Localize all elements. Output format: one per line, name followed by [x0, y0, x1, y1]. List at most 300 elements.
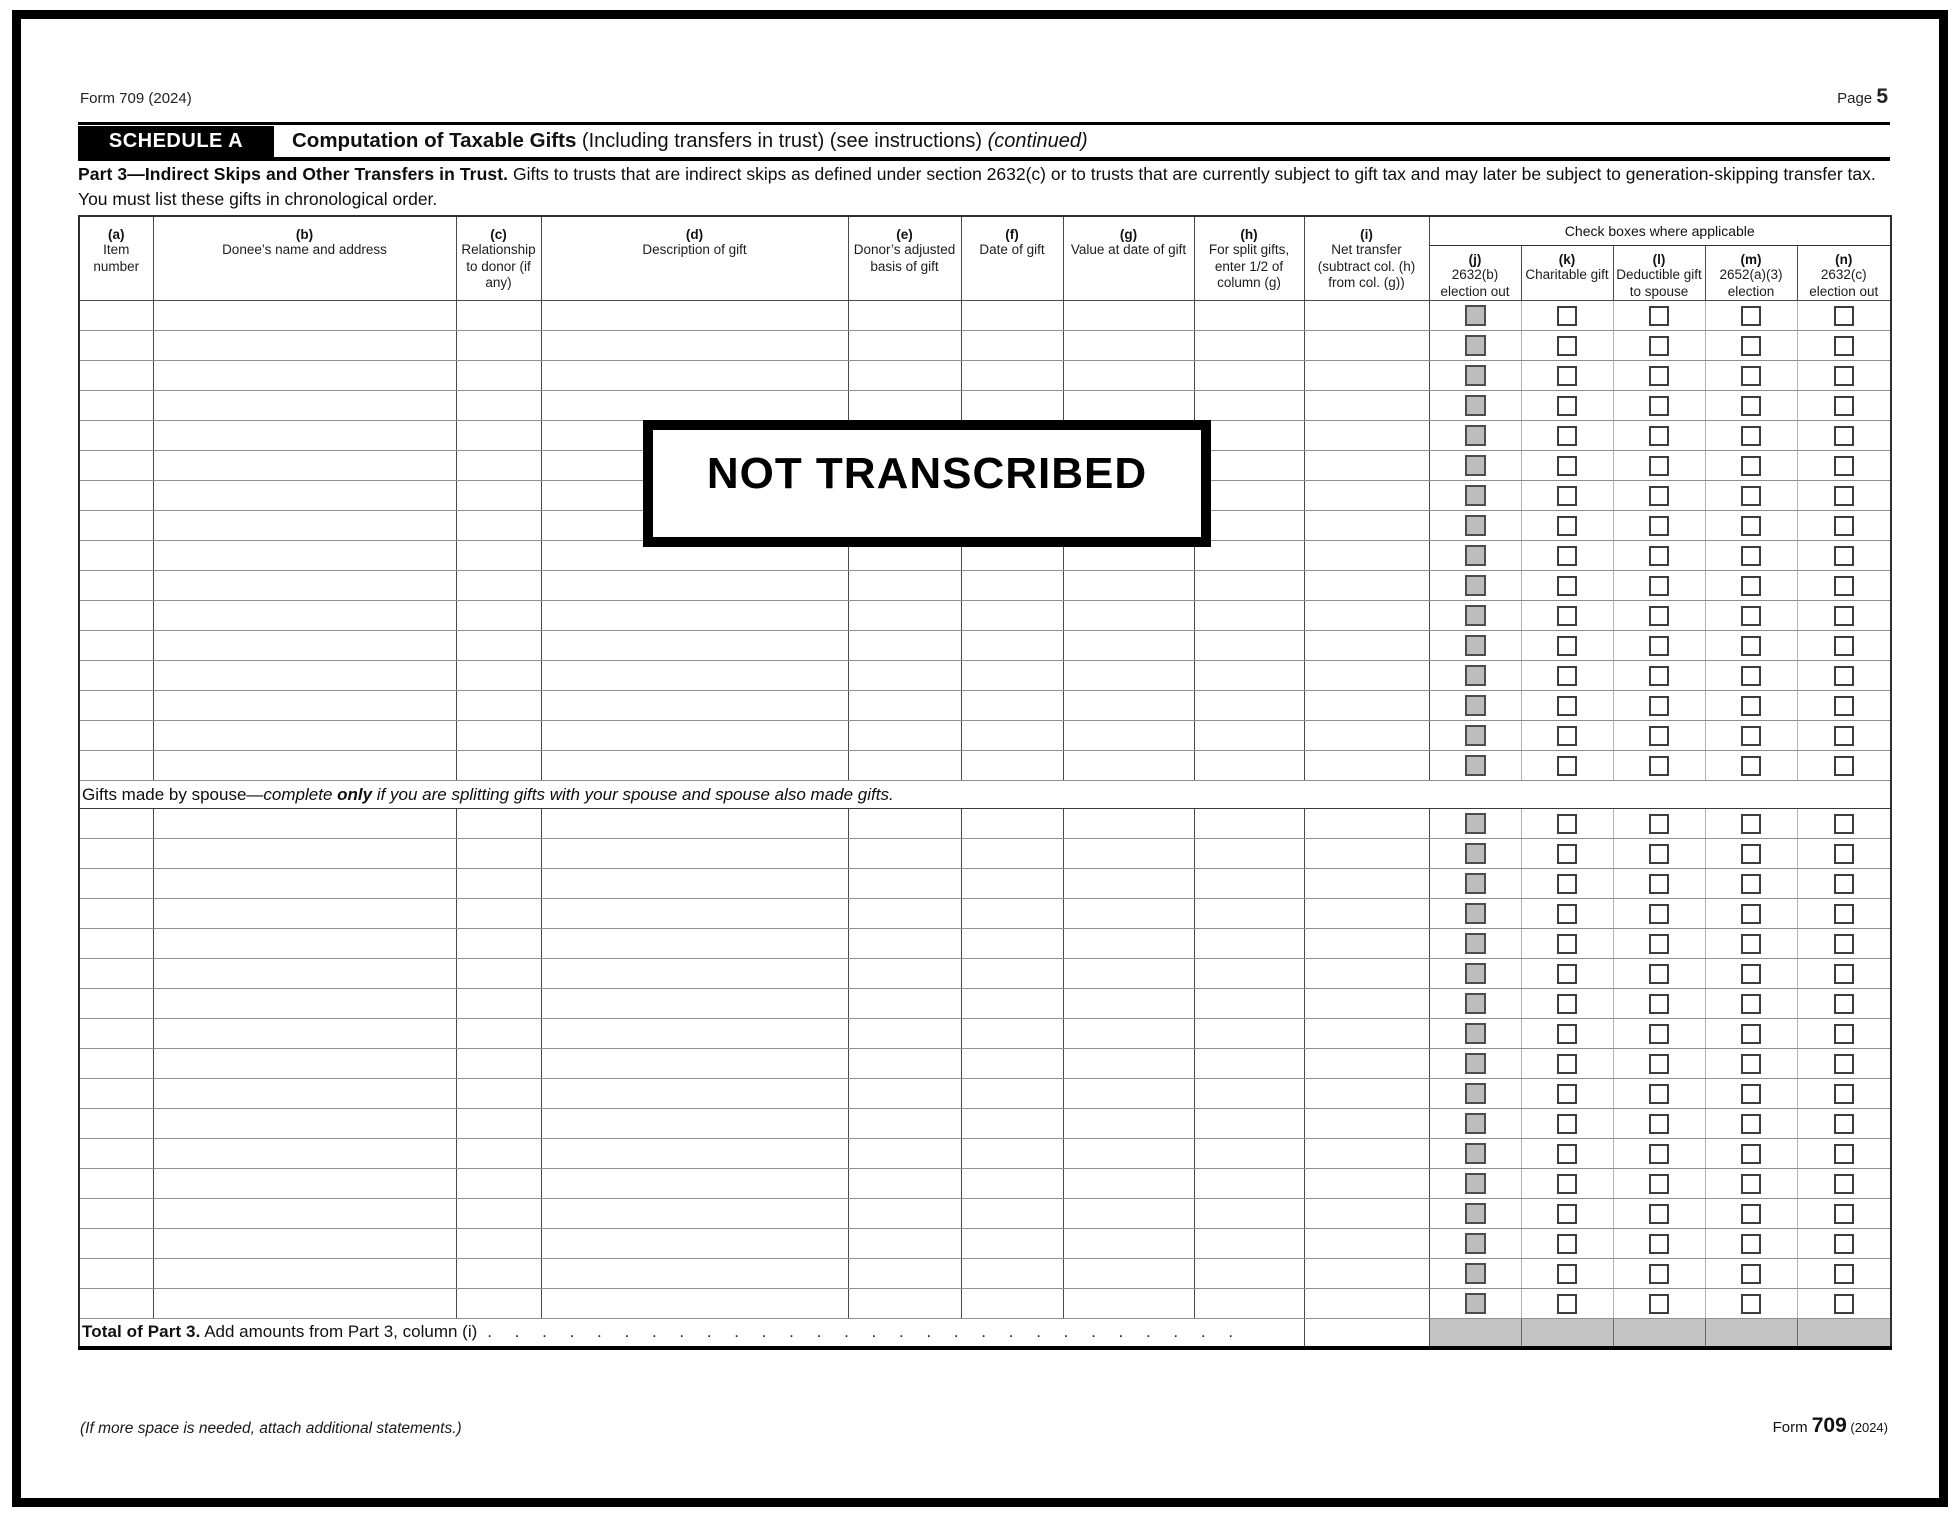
cell-value-at-date-of-gift[interactable] [1063, 751, 1194, 781]
checkbox-2632c-election-out[interactable] [1834, 516, 1854, 536]
cell-item-number[interactable] [79, 481, 153, 511]
checkbox-2652a3-election[interactable] [1741, 844, 1761, 864]
cell-relationship-to-donor[interactable] [456, 809, 541, 839]
checkbox-deductible-gift-to-spouse[interactable] [1649, 1264, 1669, 1284]
checkbox-charitable-gift[interactable] [1557, 904, 1577, 924]
checkbox-deductible-gift-to-spouse[interactable] [1649, 964, 1669, 984]
cell-relationship-to-donor[interactable] [456, 959, 541, 989]
checkbox-2632c-election-out[interactable] [1834, 964, 1854, 984]
total-net-transfer-amount-cell[interactable] [1304, 1319, 1429, 1348]
cell-relationship-to-donor[interactable] [456, 1019, 541, 1049]
cell-value-at-date-of-gift[interactable] [1063, 1079, 1194, 1109]
checkbox-2632b-election-out[interactable] [1465, 575, 1486, 596]
checkbox-2632c-election-out[interactable] [1834, 576, 1854, 596]
checkbox-2632b-election-out[interactable] [1465, 395, 1486, 416]
cell-description-of-gift[interactable] [541, 571, 848, 601]
cell-net-transfer[interactable] [1304, 1049, 1429, 1079]
checkbox-2632c-election-out[interactable] [1834, 456, 1854, 476]
checkbox-2632c-election-out[interactable] [1834, 726, 1854, 746]
checkbox-2632c-election-out[interactable] [1834, 844, 1854, 864]
checkbox-2632b-election-out[interactable] [1465, 963, 1486, 984]
cell-relationship-to-donor[interactable] [456, 421, 541, 451]
checkbox-2652a3-election[interactable] [1741, 1204, 1761, 1224]
cell-value-at-date-of-gift[interactable] [1063, 1049, 1194, 1079]
cell-description-of-gift[interactable] [541, 1079, 848, 1109]
cell-donors-adjusted-basis[interactable] [848, 899, 961, 929]
cell-value-at-date-of-gift[interactable] [1063, 571, 1194, 601]
cell-net-transfer[interactable] [1304, 451, 1429, 481]
checkbox-2632b-election-out[interactable] [1465, 425, 1486, 446]
cell-donee-name-and-address[interactable] [153, 721, 456, 751]
checkbox-charitable-gift[interactable] [1557, 1114, 1577, 1134]
cell-donors-adjusted-basis[interactable] [848, 331, 961, 361]
checkbox-2632c-election-out[interactable] [1834, 486, 1854, 506]
cell-relationship-to-donor[interactable] [456, 1169, 541, 1199]
checkbox-deductible-gift-to-spouse[interactable] [1649, 456, 1669, 476]
checkbox-2652a3-election[interactable] [1741, 1054, 1761, 1074]
checkbox-charitable-gift[interactable] [1557, 1024, 1577, 1044]
cell-relationship-to-donor[interactable] [456, 361, 541, 391]
cell-value-at-date-of-gift[interactable] [1063, 869, 1194, 899]
checkbox-charitable-gift[interactable] [1557, 606, 1577, 626]
cell-donors-adjusted-basis[interactable] [848, 601, 961, 631]
cell-item-number[interactable] [79, 1019, 153, 1049]
checkbox-2632b-election-out[interactable] [1465, 695, 1486, 716]
checkbox-2632b-election-out[interactable] [1465, 1203, 1486, 1224]
cell-value-at-date-of-gift[interactable] [1063, 721, 1194, 751]
cell-description-of-gift[interactable] [541, 691, 848, 721]
checkbox-2632b-election-out[interactable] [1465, 605, 1486, 626]
checkbox-2632b-election-out[interactable] [1465, 365, 1486, 386]
cell-relationship-to-donor[interactable] [456, 301, 541, 331]
cell-relationship-to-donor[interactable] [456, 1139, 541, 1169]
cell-split-gifts-half-col-g[interactable] [1194, 601, 1304, 631]
cell-date-of-gift[interactable] [961, 899, 1063, 929]
cell-donee-name-and-address[interactable] [153, 541, 456, 571]
cell-item-number[interactable] [79, 1259, 153, 1289]
checkbox-2632b-election-out[interactable] [1465, 873, 1486, 894]
cell-donors-adjusted-basis[interactable] [848, 1289, 961, 1319]
checkbox-2652a3-election[interactable] [1741, 426, 1761, 446]
cell-relationship-to-donor[interactable] [456, 1289, 541, 1319]
cell-net-transfer[interactable] [1304, 571, 1429, 601]
cell-net-transfer[interactable] [1304, 959, 1429, 989]
checkbox-2632b-election-out[interactable] [1465, 725, 1486, 746]
checkbox-charitable-gift[interactable] [1557, 1204, 1577, 1224]
checkbox-2652a3-election[interactable] [1741, 696, 1761, 716]
cell-donee-name-and-address[interactable] [153, 1229, 456, 1259]
checkbox-2632b-election-out[interactable] [1465, 545, 1486, 566]
cell-value-at-date-of-gift[interactable] [1063, 301, 1194, 331]
checkbox-deductible-gift-to-spouse[interactable] [1649, 1174, 1669, 1194]
cell-donors-adjusted-basis[interactable] [848, 391, 961, 421]
cell-net-transfer[interactable] [1304, 1139, 1429, 1169]
checkbox-2652a3-election[interactable] [1741, 756, 1761, 776]
cell-description-of-gift[interactable] [541, 899, 848, 929]
checkbox-2632b-election-out[interactable] [1465, 1233, 1486, 1254]
cell-date-of-gift[interactable] [961, 571, 1063, 601]
cell-donee-name-and-address[interactable] [153, 1079, 456, 1109]
cell-donee-name-and-address[interactable] [153, 899, 456, 929]
cell-donors-adjusted-basis[interactable] [848, 721, 961, 751]
checkbox-charitable-gift[interactable] [1557, 1234, 1577, 1254]
cell-donors-adjusted-basis[interactable] [848, 1109, 961, 1139]
cell-net-transfer[interactable] [1304, 751, 1429, 781]
checkbox-charitable-gift[interactable] [1557, 486, 1577, 506]
checkbox-2632b-election-out[interactable] [1465, 903, 1486, 924]
checkbox-deductible-gift-to-spouse[interactable] [1649, 1204, 1669, 1224]
checkbox-2652a3-election[interactable] [1741, 576, 1761, 596]
checkbox-2652a3-election[interactable] [1741, 1234, 1761, 1254]
checkbox-deductible-gift-to-spouse[interactable] [1649, 636, 1669, 656]
cell-net-transfer[interactable] [1304, 721, 1429, 751]
checkbox-charitable-gift[interactable] [1557, 456, 1577, 476]
checkbox-deductible-gift-to-spouse[interactable] [1649, 934, 1669, 954]
checkbox-charitable-gift[interactable] [1557, 366, 1577, 386]
cell-donee-name-and-address[interactable] [153, 929, 456, 959]
cell-description-of-gift[interactable] [541, 391, 848, 421]
cell-donee-name-and-address[interactable] [153, 1199, 456, 1229]
cell-net-transfer[interactable] [1304, 541, 1429, 571]
checkbox-charitable-gift[interactable] [1557, 1084, 1577, 1104]
cell-split-gifts-half-col-g[interactable] [1194, 989, 1304, 1019]
cell-value-at-date-of-gift[interactable] [1063, 361, 1194, 391]
cell-net-transfer[interactable] [1304, 691, 1429, 721]
cell-relationship-to-donor[interactable] [456, 691, 541, 721]
cell-item-number[interactable] [79, 541, 153, 571]
cell-relationship-to-donor[interactable] [456, 451, 541, 481]
checkbox-charitable-gift[interactable] [1557, 726, 1577, 746]
cell-relationship-to-donor[interactable] [456, 1079, 541, 1109]
cell-item-number[interactable] [79, 899, 153, 929]
cell-date-of-gift[interactable] [961, 1169, 1063, 1199]
checkbox-2632c-election-out[interactable] [1834, 1174, 1854, 1194]
checkbox-2632b-election-out[interactable] [1465, 305, 1486, 326]
cell-donors-adjusted-basis[interactable] [848, 1199, 961, 1229]
cell-donee-name-and-address[interactable] [153, 1049, 456, 1079]
checkbox-deductible-gift-to-spouse[interactable] [1649, 396, 1669, 416]
checkbox-charitable-gift[interactable] [1557, 426, 1577, 446]
cell-donee-name-and-address[interactable] [153, 1139, 456, 1169]
cell-relationship-to-donor[interactable] [456, 1109, 541, 1139]
cell-value-at-date-of-gift[interactable] [1063, 1229, 1194, 1259]
cell-date-of-gift[interactable] [961, 869, 1063, 899]
checkbox-2652a3-election[interactable] [1741, 546, 1761, 566]
cell-donors-adjusted-basis[interactable] [848, 959, 961, 989]
cell-item-number[interactable] [79, 301, 153, 331]
cell-relationship-to-donor[interactable] [456, 869, 541, 899]
cell-donee-name-and-address[interactable] [153, 571, 456, 601]
checkbox-deductible-gift-to-spouse[interactable] [1649, 1294, 1669, 1314]
cell-item-number[interactable] [79, 1109, 153, 1139]
cell-donee-name-and-address[interactable] [153, 959, 456, 989]
checkbox-2632b-election-out[interactable] [1465, 1263, 1486, 1284]
checkbox-2632c-election-out[interactable] [1834, 396, 1854, 416]
checkbox-2632c-election-out[interactable] [1834, 994, 1854, 1014]
checkbox-2632c-election-out[interactable] [1834, 904, 1854, 924]
cell-relationship-to-donor[interactable] [456, 839, 541, 869]
checkbox-deductible-gift-to-spouse[interactable] [1649, 726, 1669, 746]
cell-split-gifts-half-col-g[interactable] [1194, 929, 1304, 959]
cell-donee-name-and-address[interactable] [153, 451, 456, 481]
cell-net-transfer[interactable] [1304, 1289, 1429, 1319]
cell-date-of-gift[interactable] [961, 1289, 1063, 1319]
cell-item-number[interactable] [79, 721, 153, 751]
checkbox-charitable-gift[interactable] [1557, 1294, 1577, 1314]
cell-date-of-gift[interactable] [961, 959, 1063, 989]
cell-net-transfer[interactable] [1304, 361, 1429, 391]
cell-date-of-gift[interactable] [961, 661, 1063, 691]
cell-date-of-gift[interactable] [961, 989, 1063, 1019]
cell-split-gifts-half-col-g[interactable] [1194, 809, 1304, 839]
cell-split-gifts-half-col-g[interactable] [1194, 959, 1304, 989]
checkbox-2632b-election-out[interactable] [1465, 665, 1486, 686]
checkbox-2632b-election-out[interactable] [1465, 1143, 1486, 1164]
cell-date-of-gift[interactable] [961, 691, 1063, 721]
checkbox-2632c-election-out[interactable] [1834, 756, 1854, 776]
cell-split-gifts-half-col-g[interactable] [1194, 721, 1304, 751]
checkbox-2652a3-election[interactable] [1741, 964, 1761, 984]
cell-donors-adjusted-basis[interactable] [848, 301, 961, 331]
checkbox-2652a3-election[interactable] [1741, 456, 1761, 476]
cell-donee-name-and-address[interactable] [153, 481, 456, 511]
cell-donee-name-and-address[interactable] [153, 331, 456, 361]
checkbox-2632c-election-out[interactable] [1834, 426, 1854, 446]
cell-value-at-date-of-gift[interactable] [1063, 1019, 1194, 1049]
checkbox-deductible-gift-to-spouse[interactable] [1649, 666, 1669, 686]
cell-value-at-date-of-gift[interactable] [1063, 1259, 1194, 1289]
cell-item-number[interactable] [79, 1199, 153, 1229]
cell-split-gifts-half-col-g[interactable] [1194, 391, 1304, 421]
cell-description-of-gift[interactable] [541, 929, 848, 959]
cell-description-of-gift[interactable] [541, 661, 848, 691]
cell-value-at-date-of-gift[interactable] [1063, 839, 1194, 869]
cell-description-of-gift[interactable] [541, 809, 848, 839]
cell-donors-adjusted-basis[interactable] [848, 1079, 961, 1109]
checkbox-2632b-election-out[interactable] [1465, 993, 1486, 1014]
cell-value-at-date-of-gift[interactable] [1063, 331, 1194, 361]
checkbox-2632b-election-out[interactable] [1465, 1023, 1486, 1044]
cell-date-of-gift[interactable] [961, 1109, 1063, 1139]
cell-net-transfer[interactable] [1304, 989, 1429, 1019]
checkbox-2632b-election-out[interactable] [1465, 1053, 1486, 1074]
cell-item-number[interactable] [79, 331, 153, 361]
checkbox-charitable-gift[interactable] [1557, 306, 1577, 326]
cell-split-gifts-half-col-g[interactable] [1194, 661, 1304, 691]
cell-date-of-gift[interactable] [961, 361, 1063, 391]
cell-relationship-to-donor[interactable] [456, 929, 541, 959]
cell-donors-adjusted-basis[interactable] [848, 809, 961, 839]
cell-split-gifts-half-col-g[interactable] [1194, 1259, 1304, 1289]
cell-date-of-gift[interactable] [961, 1229, 1063, 1259]
cell-donors-adjusted-basis[interactable] [848, 1169, 961, 1199]
checkbox-deductible-gift-to-spouse[interactable] [1649, 546, 1669, 566]
cell-net-transfer[interactable] [1304, 421, 1429, 451]
cell-value-at-date-of-gift[interactable] [1063, 1169, 1194, 1199]
checkbox-charitable-gift[interactable] [1557, 844, 1577, 864]
checkbox-2632c-election-out[interactable] [1834, 934, 1854, 954]
checkbox-2652a3-election[interactable] [1741, 1024, 1761, 1044]
cell-date-of-gift[interactable] [961, 809, 1063, 839]
cell-value-at-date-of-gift[interactable] [1063, 691, 1194, 721]
checkbox-2652a3-election[interactable] [1741, 1114, 1761, 1134]
cell-net-transfer[interactable] [1304, 809, 1429, 839]
checkbox-deductible-gift-to-spouse[interactable] [1649, 426, 1669, 446]
checkbox-2652a3-election[interactable] [1741, 1174, 1761, 1194]
cell-relationship-to-donor[interactable] [456, 601, 541, 631]
cell-date-of-gift[interactable] [961, 601, 1063, 631]
cell-donee-name-and-address[interactable] [153, 391, 456, 421]
checkbox-deductible-gift-to-spouse[interactable] [1649, 1114, 1669, 1134]
checkbox-charitable-gift[interactable] [1557, 1144, 1577, 1164]
checkbox-2632c-election-out[interactable] [1834, 606, 1854, 626]
cell-description-of-gift[interactable] [541, 301, 848, 331]
checkbox-2652a3-election[interactable] [1741, 636, 1761, 656]
checkbox-2632c-election-out[interactable] [1834, 1144, 1854, 1164]
checkbox-deductible-gift-to-spouse[interactable] [1649, 814, 1669, 834]
cell-value-at-date-of-gift[interactable] [1063, 1139, 1194, 1169]
cell-split-gifts-half-col-g[interactable] [1194, 1139, 1304, 1169]
cell-donee-name-and-address[interactable] [153, 1169, 456, 1199]
checkbox-charitable-gift[interactable] [1557, 336, 1577, 356]
checkbox-charitable-gift[interactable] [1557, 546, 1577, 566]
checkbox-2632b-election-out[interactable] [1465, 1083, 1486, 1104]
cell-item-number[interactable] [79, 421, 153, 451]
cell-date-of-gift[interactable] [961, 1079, 1063, 1109]
checkbox-2632b-election-out[interactable] [1465, 1173, 1486, 1194]
checkbox-2632c-election-out[interactable] [1834, 546, 1854, 566]
cell-item-number[interactable] [79, 391, 153, 421]
cell-donee-name-and-address[interactable] [153, 301, 456, 331]
checkbox-2632b-election-out[interactable] [1465, 485, 1486, 506]
cell-relationship-to-donor[interactable] [456, 481, 541, 511]
cell-donors-adjusted-basis[interactable] [848, 1259, 961, 1289]
checkbox-2652a3-election[interactable] [1741, 934, 1761, 954]
cell-description-of-gift[interactable] [541, 1049, 848, 1079]
cell-relationship-to-donor[interactable] [456, 899, 541, 929]
cell-item-number[interactable] [79, 661, 153, 691]
cell-item-number[interactable] [79, 929, 153, 959]
cell-date-of-gift[interactable] [961, 1199, 1063, 1229]
checkbox-2652a3-election[interactable] [1741, 994, 1761, 1014]
checkbox-deductible-gift-to-spouse[interactable] [1649, 336, 1669, 356]
cell-relationship-to-donor[interactable] [456, 721, 541, 751]
checkbox-deductible-gift-to-spouse[interactable] [1649, 516, 1669, 536]
cell-donee-name-and-address[interactable] [153, 361, 456, 391]
cell-net-transfer[interactable] [1304, 869, 1429, 899]
cell-relationship-to-donor[interactable] [456, 1049, 541, 1079]
checkbox-deductible-gift-to-spouse[interactable] [1649, 606, 1669, 626]
checkbox-charitable-gift[interactable] [1557, 516, 1577, 536]
cell-net-transfer[interactable] [1304, 601, 1429, 631]
checkbox-deductible-gift-to-spouse[interactable] [1649, 874, 1669, 894]
cell-description-of-gift[interactable] [541, 1109, 848, 1139]
cell-relationship-to-donor[interactable] [456, 541, 541, 571]
cell-description-of-gift[interactable] [541, 839, 848, 869]
cell-split-gifts-half-col-g[interactable] [1194, 1019, 1304, 1049]
cell-description-of-gift[interactable] [541, 721, 848, 751]
cell-date-of-gift[interactable] [961, 1259, 1063, 1289]
checkbox-deductible-gift-to-spouse[interactable] [1649, 366, 1669, 386]
cell-donors-adjusted-basis[interactable] [848, 691, 961, 721]
cell-split-gifts-half-col-g[interactable] [1194, 1049, 1304, 1079]
cell-split-gifts-half-col-g[interactable] [1194, 691, 1304, 721]
cell-net-transfer[interactable] [1304, 481, 1429, 511]
cell-description-of-gift[interactable] [541, 1169, 848, 1199]
cell-item-number[interactable] [79, 989, 153, 1019]
cell-donors-adjusted-basis[interactable] [848, 1229, 961, 1259]
cell-split-gifts-half-col-g[interactable] [1194, 1289, 1304, 1319]
cell-value-at-date-of-gift[interactable] [1063, 391, 1194, 421]
cell-relationship-to-donor[interactable] [456, 571, 541, 601]
checkbox-charitable-gift[interactable] [1557, 1054, 1577, 1074]
checkbox-2652a3-election[interactable] [1741, 606, 1761, 626]
checkbox-2652a3-election[interactable] [1741, 1144, 1761, 1164]
cell-item-number[interactable] [79, 959, 153, 989]
checkbox-2632b-election-out[interactable] [1465, 933, 1486, 954]
cell-donee-name-and-address[interactable] [153, 661, 456, 691]
checkbox-2632c-election-out[interactable] [1834, 1084, 1854, 1104]
cell-description-of-gift[interactable] [541, 959, 848, 989]
cell-donee-name-and-address[interactable] [153, 631, 456, 661]
cell-date-of-gift[interactable] [961, 751, 1063, 781]
checkbox-2632c-election-out[interactable] [1834, 666, 1854, 686]
cell-net-transfer[interactable] [1304, 661, 1429, 691]
checkbox-deductible-gift-to-spouse[interactable] [1649, 306, 1669, 326]
cell-net-transfer[interactable] [1304, 1019, 1429, 1049]
cell-description-of-gift[interactable] [541, 331, 848, 361]
cell-value-at-date-of-gift[interactable] [1063, 899, 1194, 929]
cell-item-number[interactable] [79, 601, 153, 631]
cell-donee-name-and-address[interactable] [153, 989, 456, 1019]
checkbox-deductible-gift-to-spouse[interactable] [1649, 844, 1669, 864]
cell-relationship-to-donor[interactable] [456, 989, 541, 1019]
cell-split-gifts-half-col-g[interactable] [1194, 1079, 1304, 1109]
cell-donors-adjusted-basis[interactable] [848, 989, 961, 1019]
checkbox-charitable-gift[interactable] [1557, 934, 1577, 954]
cell-value-at-date-of-gift[interactable] [1063, 989, 1194, 1019]
cell-relationship-to-donor[interactable] [456, 1199, 541, 1229]
cell-value-at-date-of-gift[interactable] [1063, 631, 1194, 661]
cell-net-transfer[interactable] [1304, 631, 1429, 661]
cell-donee-name-and-address[interactable] [153, 421, 456, 451]
cell-net-transfer[interactable] [1304, 391, 1429, 421]
cell-split-gifts-half-col-g[interactable] [1194, 899, 1304, 929]
cell-relationship-to-donor[interactable] [456, 631, 541, 661]
cell-donee-name-and-address[interactable] [153, 1019, 456, 1049]
cell-split-gifts-half-col-g[interactable] [1194, 361, 1304, 391]
checkbox-2652a3-election[interactable] [1741, 396, 1761, 416]
checkbox-charitable-gift[interactable] [1557, 396, 1577, 416]
cell-donee-name-and-address[interactable] [153, 809, 456, 839]
checkbox-2652a3-election[interactable] [1741, 904, 1761, 924]
cell-item-number[interactable] [79, 1229, 153, 1259]
checkbox-2632c-election-out[interactable] [1834, 1204, 1854, 1224]
checkbox-2632b-election-out[interactable] [1465, 1113, 1486, 1134]
cell-net-transfer[interactable] [1304, 511, 1429, 541]
checkbox-2632c-election-out[interactable] [1834, 636, 1854, 656]
cell-date-of-gift[interactable] [961, 1019, 1063, 1049]
cell-donors-adjusted-basis[interactable] [848, 839, 961, 869]
checkbox-2652a3-election[interactable] [1741, 814, 1761, 834]
checkbox-deductible-gift-to-spouse[interactable] [1649, 756, 1669, 776]
cell-description-of-gift[interactable] [541, 1289, 848, 1319]
cell-donors-adjusted-basis[interactable] [848, 631, 961, 661]
checkbox-2652a3-election[interactable] [1741, 874, 1761, 894]
cell-donors-adjusted-basis[interactable] [848, 1019, 961, 1049]
cell-donee-name-and-address[interactable] [153, 601, 456, 631]
cell-split-gifts-half-col-g[interactable] [1194, 571, 1304, 601]
